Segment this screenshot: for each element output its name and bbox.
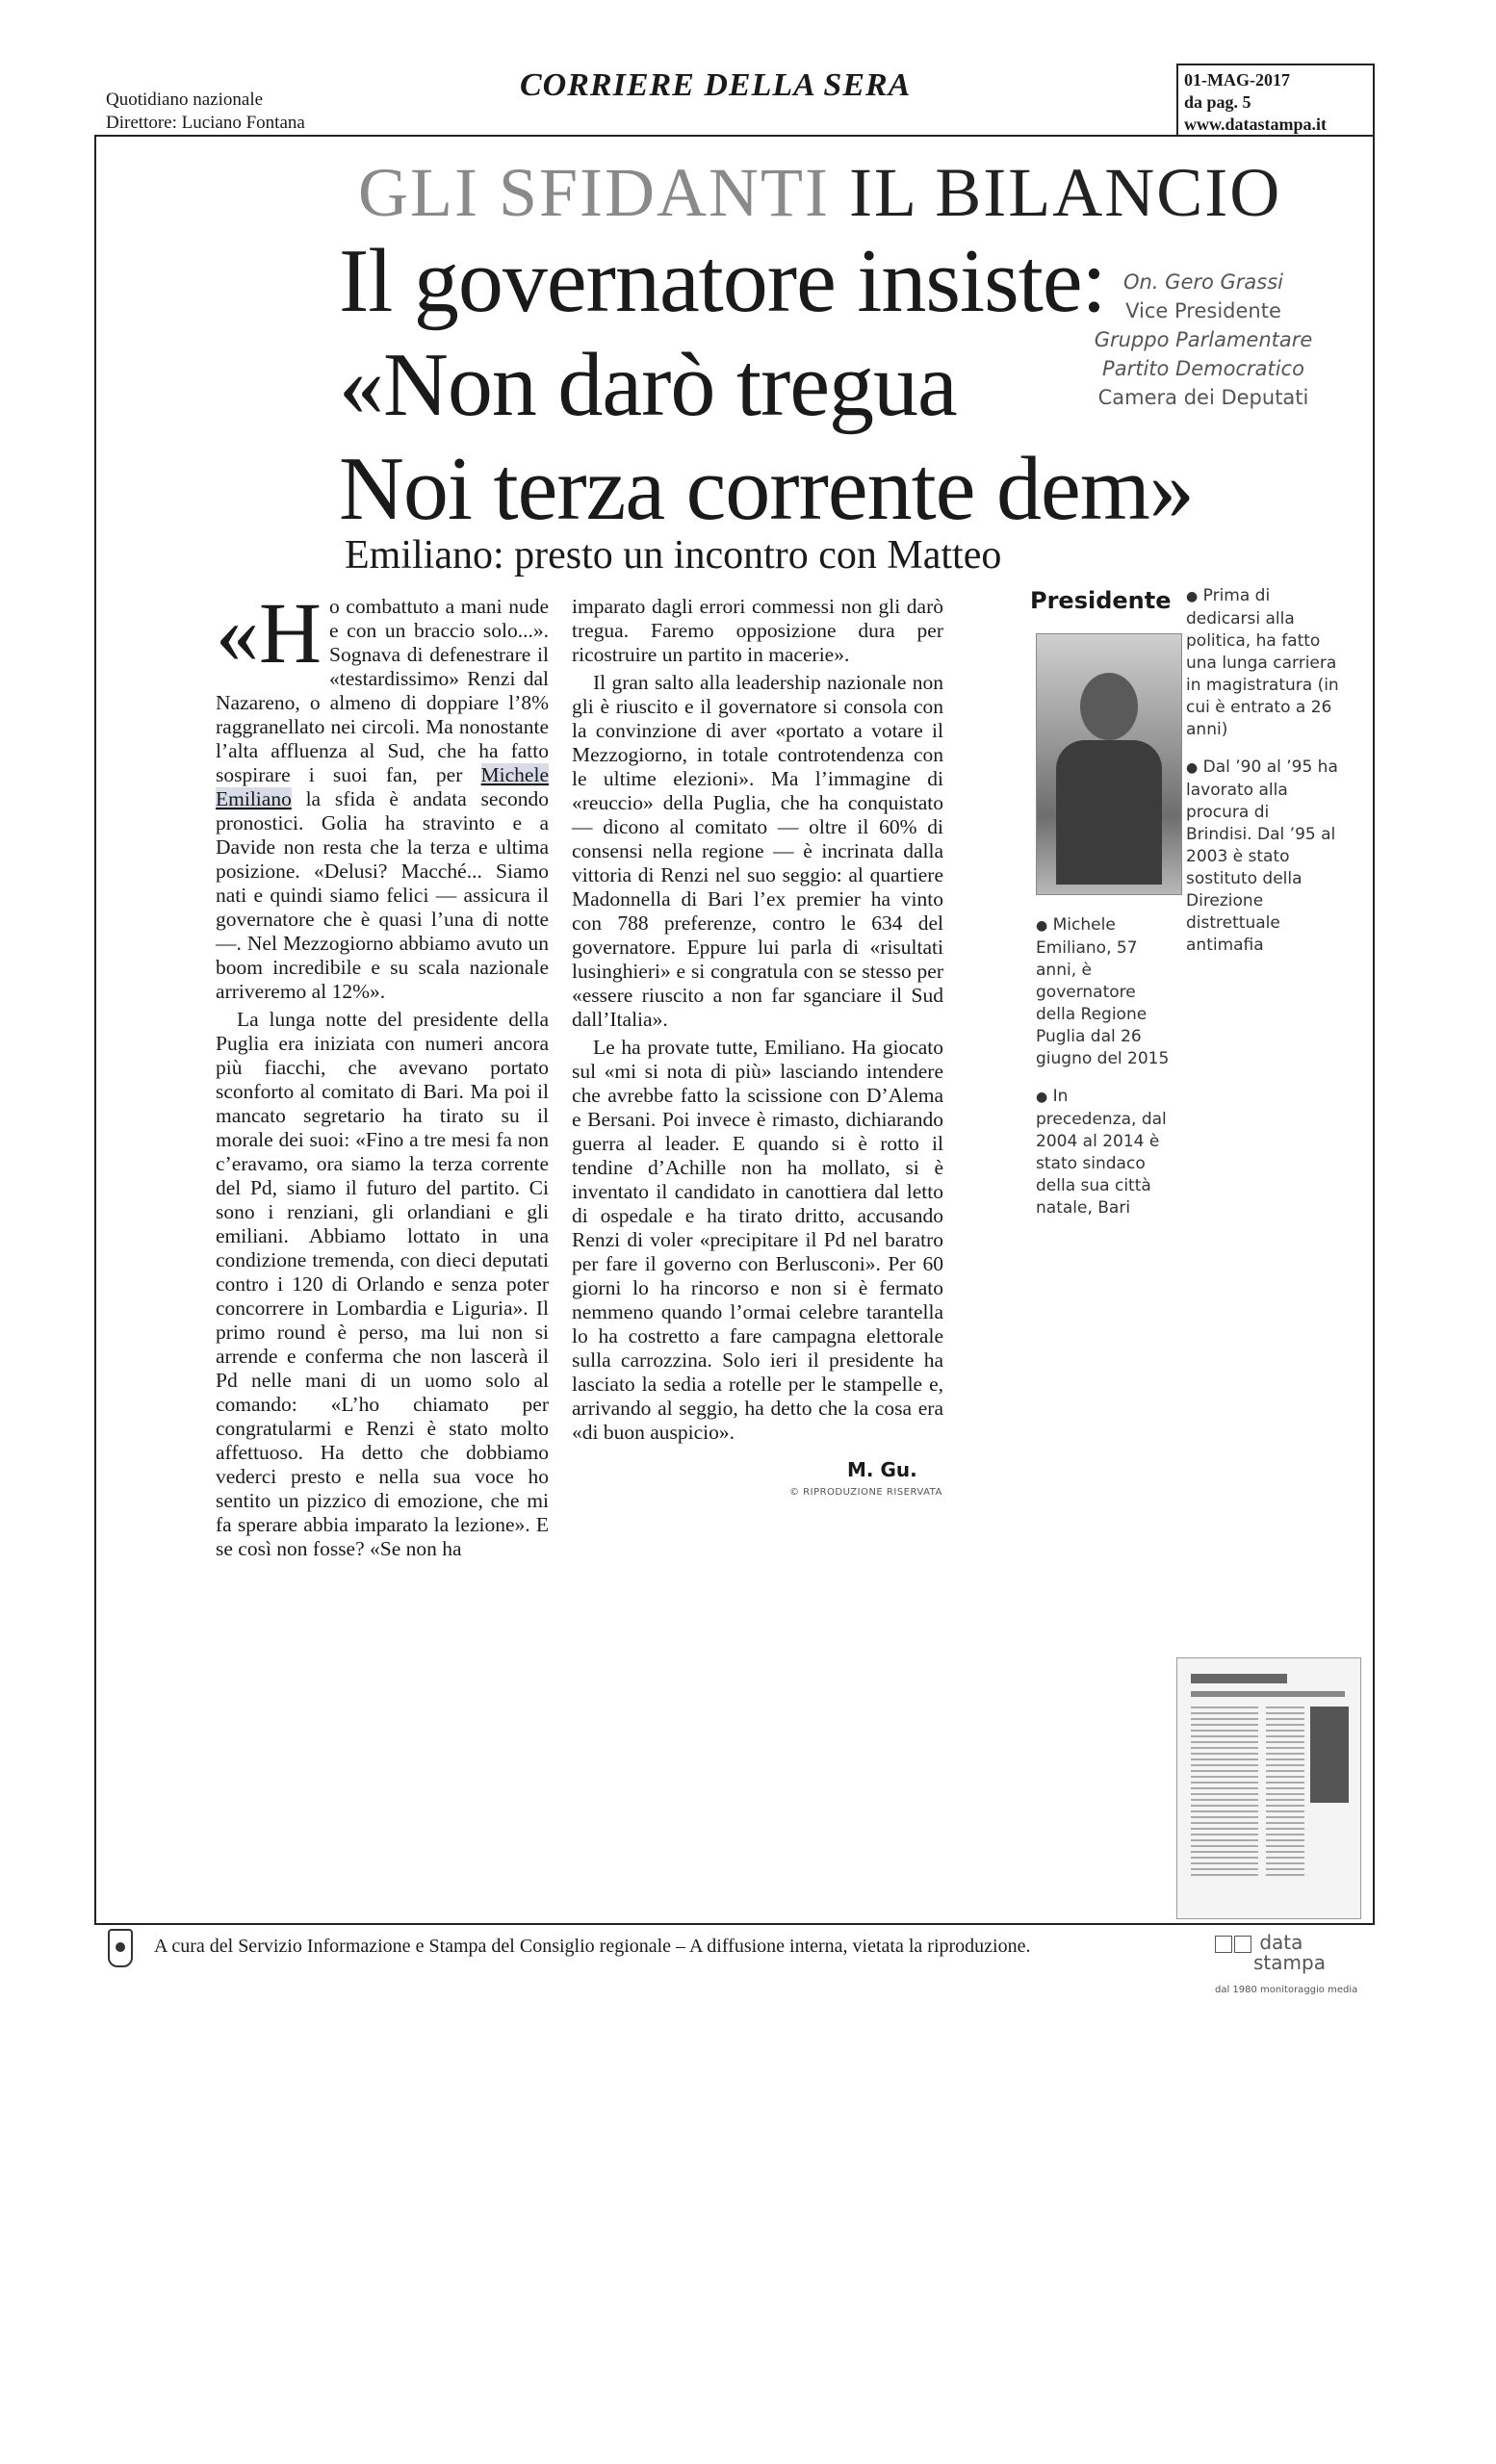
date-box bbox=[1176, 64, 1375, 137]
sidebar-title: Presidente bbox=[1030, 587, 1172, 614]
logo-subtitle: dal 1980 monitoraggio media bbox=[1215, 1985, 1358, 1995]
publication-info bbox=[106, 89, 305, 135]
bio-item bbox=[1186, 757, 1340, 957]
emiliano-photo bbox=[1036, 633, 1182, 895]
kicker-dark: IL BILANCIO bbox=[848, 154, 1282, 231]
logo-square-icon bbox=[1234, 1936, 1251, 1953]
deputy-stamp bbox=[1059, 268, 1348, 412]
bullet-icon: ● bbox=[1186, 589, 1199, 604]
thumb-subtitle bbox=[1191, 1691, 1345, 1697]
kicker bbox=[358, 154, 1281, 231]
author-signature: M. Gu. bbox=[847, 1458, 917, 1481]
page-ref: da pag. 5 bbox=[1184, 92, 1251, 112]
bio-text: In precedenza, dal 2004 al 2014 è stato sindaco della sua città natale, Bari bbox=[1036, 1087, 1167, 1218]
director-line: Direttore: Luciano Fontana bbox=[106, 113, 305, 133]
paragraph: Il gran salto alla leadership nazionale non gli è riuscito e il governatore si consola con la convinzione di aver «portato a votare il Mezzogiorno, in totale controtendenza con le ultime elezioni». Ma l’immagine di «reuccio» della Puglia, che ha conquistato — dicono al comitato — oltre il 60% di consensi nella regione — è incrinata dalla vittoria di Renzi nel suo seggio: al quartiere Madonnella di Bari l’ex premier ha vinto con 788 preferenze, contro le 634 del governatore. Eppure lui parla di «risultati lusinghieri» e si congratula con se stesso per «essere riuscito a non far sganciare il Sud dall’Italia». bbox=[572, 671, 943, 1031]
article-column-1 bbox=[216, 586, 549, 1565]
logo-square-icon bbox=[1215, 1936, 1232, 1953]
date: 01-MAG-2017 bbox=[1184, 70, 1290, 90]
bio-item bbox=[1036, 1086, 1171, 1219]
logo-word-2: stampa bbox=[1253, 1950, 1326, 1974]
thumb-photo bbox=[1310, 1707, 1349, 1803]
headline-line-1: Il governatore insiste: bbox=[339, 231, 1106, 331]
text-run: o combattuto a mani nude e con un braccio solo...». Sognava di defenestrare il «testardissimo» Renzi dal Nazareno, o almeno di doppiare l’8% raggranellato nei circoli. Ma nonostante l’alta affluenza al Sud, che ha fatto sospirare i suoi fan, per bbox=[216, 595, 549, 786]
bullet-icon: ● bbox=[1036, 1090, 1048, 1105]
stamp-role: Vice Presidente bbox=[1125, 299, 1281, 322]
bio-text: Dal ’90 al ’95 ha lavorato alla procura di Brindisi. Dal ’95 al 2003 è stato sostituto della Direzione distrettuale antimafia bbox=[1186, 757, 1338, 955]
stamp-name: On. Gero Grassi bbox=[1122, 270, 1284, 294]
text-run: la sfida è andata secondo pronostici. Golia ha stravinto e a Davide non resta che la terza e ultima posizione. «Delusi? Macché... Siamo nati e quindi siamo felici — assicura il governatore che è quasi l’una di notte —. Nel Mezzogiorno abbiamo avuto un boom incredibile e su scala nazionale arriveremo al 12%». bbox=[216, 787, 549, 1003]
sidebar-column-1 bbox=[1036, 914, 1171, 1235]
datastampa-logo bbox=[1215, 1933, 1326, 1972]
thumb-column bbox=[1266, 1707, 1304, 1880]
site-link[interactable]: www.datastampa.it bbox=[1184, 115, 1328, 134]
thumb-column bbox=[1191, 1707, 1258, 1880]
logo-row bbox=[1215, 1950, 1326, 1974]
publication-type: Quotidiano nazionale bbox=[106, 90, 264, 110]
bio-text: Prima di dedicarsi alla politica, ha fatto una lunga carriera in magistratura (in cui è entrato a 26 anni) bbox=[1186, 586, 1339, 739]
dropcap: «H bbox=[216, 586, 322, 681]
highlighted-name: Michele Emiliano bbox=[216, 763, 549, 810]
bio-item bbox=[1186, 585, 1340, 741]
paragraph: Le ha provate tutte, Emiliano. Ha giocato sul «mi si nota di più» lasciando intendere che avrebbe fatto la scissione con D’Alema e Bersani. Poi invece è rimasto, dichiarando guerra al leader. E quando si è rotto il tendine d’Achille non ha mollato, si è inventato il candidato in canottiera dal letto di ospedale e ha tirato dritto, accusando Renzi di voler «precipitare il Pd nel baratro per fare il governo con Berlusconi». Per 60 giorni lo ha rincorso e non si è fermato nemmeno quando l’ormai celebre tarantella lo ha costretto a fare campagna elettorale sulla carrozzina. Solo ieri il presidente ha lasciato la sedia a rotelle per le stampelle e, arrivando al seggio, ha detto che la cosa era «di buon auspicio». bbox=[572, 1036, 943, 1444]
paragraph bbox=[216, 586, 549, 1004]
copyright-note: © RIPRODUZIONE RISERVATA bbox=[789, 1487, 942, 1498]
bullet-icon: ● bbox=[1186, 760, 1199, 776]
bio-item bbox=[1036, 914, 1171, 1070]
photo-body bbox=[1056, 740, 1162, 885]
photo-head bbox=[1080, 673, 1138, 740]
stamp-group: Gruppo Parlamentare Partito Democratico bbox=[1094, 328, 1313, 380]
bullet-icon: ● bbox=[1036, 918, 1048, 934]
logo-row bbox=[1215, 1933, 1326, 1953]
headline-line-2: «Non darò tregua bbox=[339, 335, 957, 435]
paragraph: La lunga notte del presidente della Puglia era iniziata con numeri ancora più fiacchi, che avevano portato sconforto al comitato di Bari. Ma poi il mancato segretario ha tirato su il morale dei suoi: «Fino a tre mesi fa non c’eravamo, ora siamo la terza corrente del Pd, siamo il futuro del partito. Ci sono i renziani, gli orlandiani e gli emiliani. Abbiamo lottato in una condizione tremenda, con dieci deputati contro i 120 di Orlando e senza poter concorrere in Lombardia e Liguria». Il primo round è perso, ma lui non si arrende e conferma che non lascerà il Pd nelle mani di un uomo solo al comando: «L’ho chiamato per congratularmi e Renzi è stato molto affettuoso. Ha detto che dobbiamo vederci presto e nella sua voce ho sentito un pizzico di emozione, che mi fa sperare abbia imparato la lezione». E se così non fosse? «Se non ha bbox=[216, 1008, 549, 1560]
logo-word-1: data bbox=[1259, 1931, 1303, 1954]
sidebar-column-2 bbox=[1186, 585, 1340, 972]
bio-text: Michele Emiliano, 57 anni, è governatore della Regione Puglia dal 26 giugno del 2015 bbox=[1036, 915, 1170, 1068]
thumb-title bbox=[1191, 1674, 1287, 1683]
footer-notice: A cura del Servizio Informazione e Stampa del Consiglio regionale – A diffusione interna, vietata la riproduzione. bbox=[154, 1936, 1031, 1957]
paragraph: imparato dagli errori commessi non gli darò tregua. Faremo opposizione dura per ricostruire un partito in macerie». bbox=[572, 595, 943, 666]
page-thumbnail[interactable] bbox=[1176, 1657, 1361, 1919]
kicker-light: GLI SFIDANTI bbox=[358, 154, 830, 231]
stamp-chamber: Camera dei Deputati bbox=[1097, 386, 1309, 409]
regional-crest-icon bbox=[108, 1929, 133, 1967]
masthead: CORRIERE DELLA SERA bbox=[520, 67, 912, 103]
article-column-2 bbox=[572, 595, 943, 1449]
subheadline: Emiliano: presto un incontro con Matteo bbox=[345, 533, 1002, 578]
headline-line-3: Noi terza corrente dem» bbox=[339, 439, 1194, 539]
